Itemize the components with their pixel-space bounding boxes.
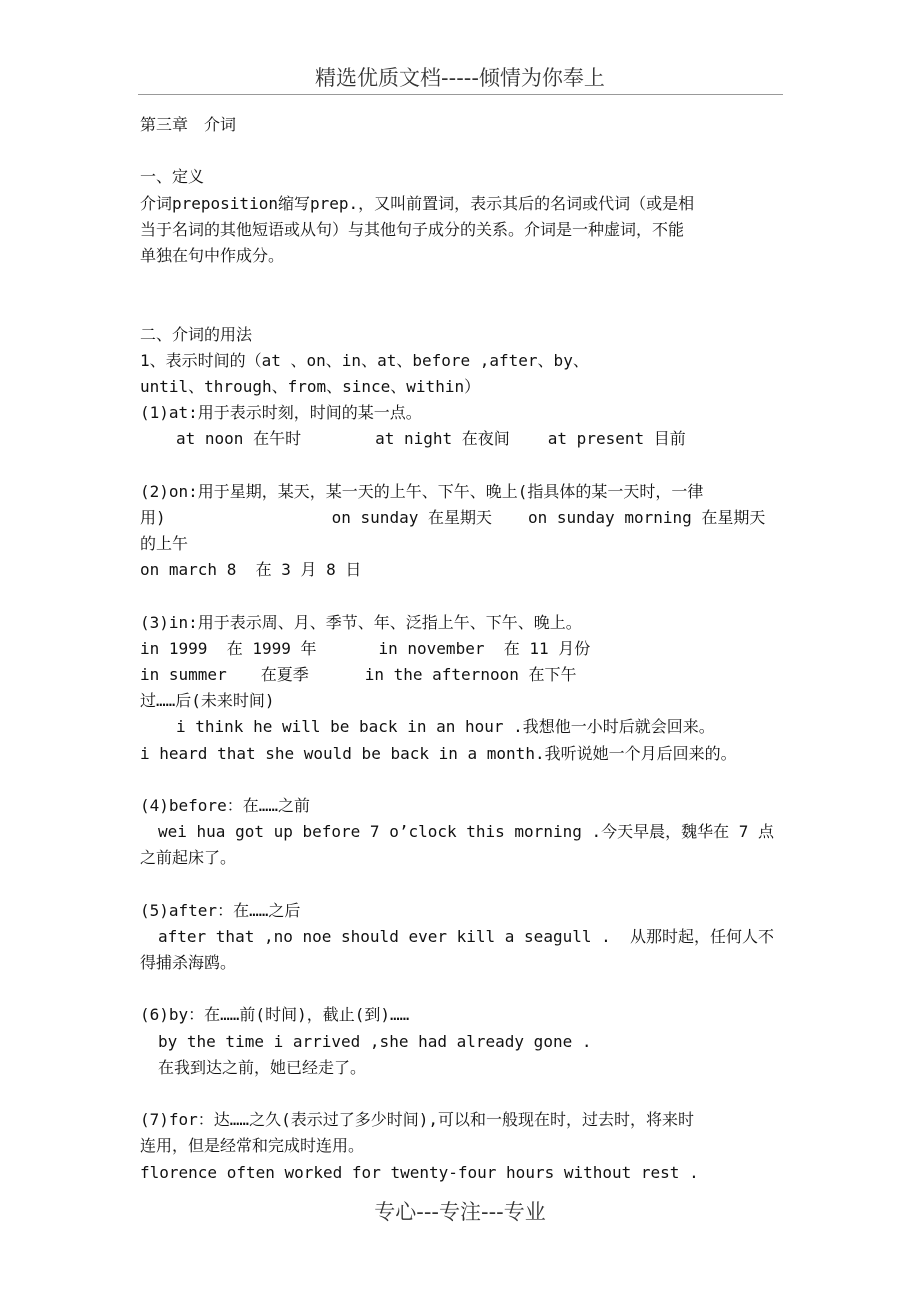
- page-header: 精选优质文档-----倾情为你奉上: [315, 66, 605, 90]
- subsection-heading: (7)for：达……之久(表示过了多少时间),可以和一般现在时，过去时，将来时: [140, 1110, 694, 1130]
- example-sentence: florence often worked for twenty-four hours without rest .: [140, 1162, 699, 1182]
- header-divider: [138, 94, 783, 95]
- example-line: [140, 505, 785, 531]
- paragraph-text: 用): [140, 507, 166, 527]
- example-phrase: in november 在 11 月份: [378, 638, 591, 658]
- example-phrase: in 1999 在 1999 年: [140, 638, 317, 658]
- example-phrase: at noon 在午时: [176, 429, 302, 449]
- example-sentence: 在我到达之前，她已经走了。: [158, 1057, 367, 1077]
- example-phrase: in the afternoon 在下午: [364, 664, 577, 684]
- example-phrase: at night 在夜间: [375, 429, 510, 449]
- example-phrase: at present 目前: [547, 429, 686, 449]
- example-phrase: on sunday morning 在星期天: [527, 507, 766, 527]
- example-sentence: wei hua got up before 7 o’clock this morning .今天早晨，魏华在 7 点: [158, 822, 775, 842]
- example-line: [140, 636, 785, 662]
- paragraph-line: 过……后(未来时间): [140, 691, 275, 711]
- example-sentence: 之前起床了。: [140, 848, 237, 868]
- spacer: [140, 583, 785, 609]
- example-phrase: 在夏季: [260, 664, 309, 684]
- page-footer: 专心---专注---专业: [374, 1200, 546, 1224]
- subsection-heading: (1)at:用于表示时刻，时间的某一点。: [140, 403, 422, 423]
- example-phrase: on sunday 在星期天: [331, 507, 492, 527]
- example-sentence: after that ,no noe should ever kill a seagull . 从那时起，任何人不: [158, 926, 775, 946]
- example-line: [140, 426, 785, 452]
- subsection-heading: (3)in:用于表示周、月、季节、年、泛指上午、下午、晚上。: [140, 612, 582, 632]
- spacer: [140, 871, 785, 897]
- spacer: [140, 452, 785, 478]
- example-phrase: in summer: [140, 664, 227, 684]
- paragraph-line: 单独在句中作成分。: [140, 245, 285, 265]
- paragraph-line: until、through、from、since、within）: [140, 376, 481, 396]
- subsection-heading: (6)by：在……前(时间)，截止(到)……: [140, 1005, 410, 1025]
- paragraph-line: 1、表示时间的（at 、on、in、at、before ,after、by、: [140, 350, 589, 370]
- paragraph-line: 连用，但是经常和完成时连用。: [140, 1136, 365, 1156]
- spacer: [140, 138, 785, 164]
- section-heading: 二、介词的用法: [140, 324, 253, 344]
- spacer: [140, 976, 785, 1002]
- example-sentence: 得捕杀海鸥。: [140, 953, 237, 972]
- example-sentence: i heard that she would be back in a month.我听说她一个月后回来的。: [140, 743, 737, 763]
- example-sentence: i think he will be back in an hour .我想他一小时后就会回来。: [176, 717, 715, 737]
- example-sentence: by the time i arrived ,she had already gone .: [158, 1031, 592, 1051]
- subsection-heading: (2)on:用于星期，某天，某一天的上午、下午、晚上(指具体的某一天时，一律: [140, 481, 704, 501]
- document-body: [140, 112, 785, 1186]
- paragraph-line: 的上午: [140, 534, 189, 553]
- spacer: [140, 269, 785, 295]
- example-line: [140, 662, 785, 688]
- spacer: [140, 767, 785, 793]
- paragraph-line: 介词preposition缩写prep.，又叫前置词，表示其后的名词或代词（或是相: [140, 193, 695, 213]
- spacer: [140, 295, 785, 321]
- section-heading: 一、定义: [140, 167, 205, 187]
- subsection-heading: (4)before：在……之前: [140, 795, 310, 815]
- spacer: [140, 1081, 785, 1107]
- paragraph-line: 当于名词的其他短语或从句）与其他句子成分的关系。介词是一种虚词，不能: [140, 219, 685, 239]
- example-line: on march 8 在 3 月 8 日: [140, 560, 362, 580]
- subsection-heading: (5)after：在……之后: [140, 900, 301, 920]
- chapter-title: 第三章 介词: [140, 115, 237, 134]
